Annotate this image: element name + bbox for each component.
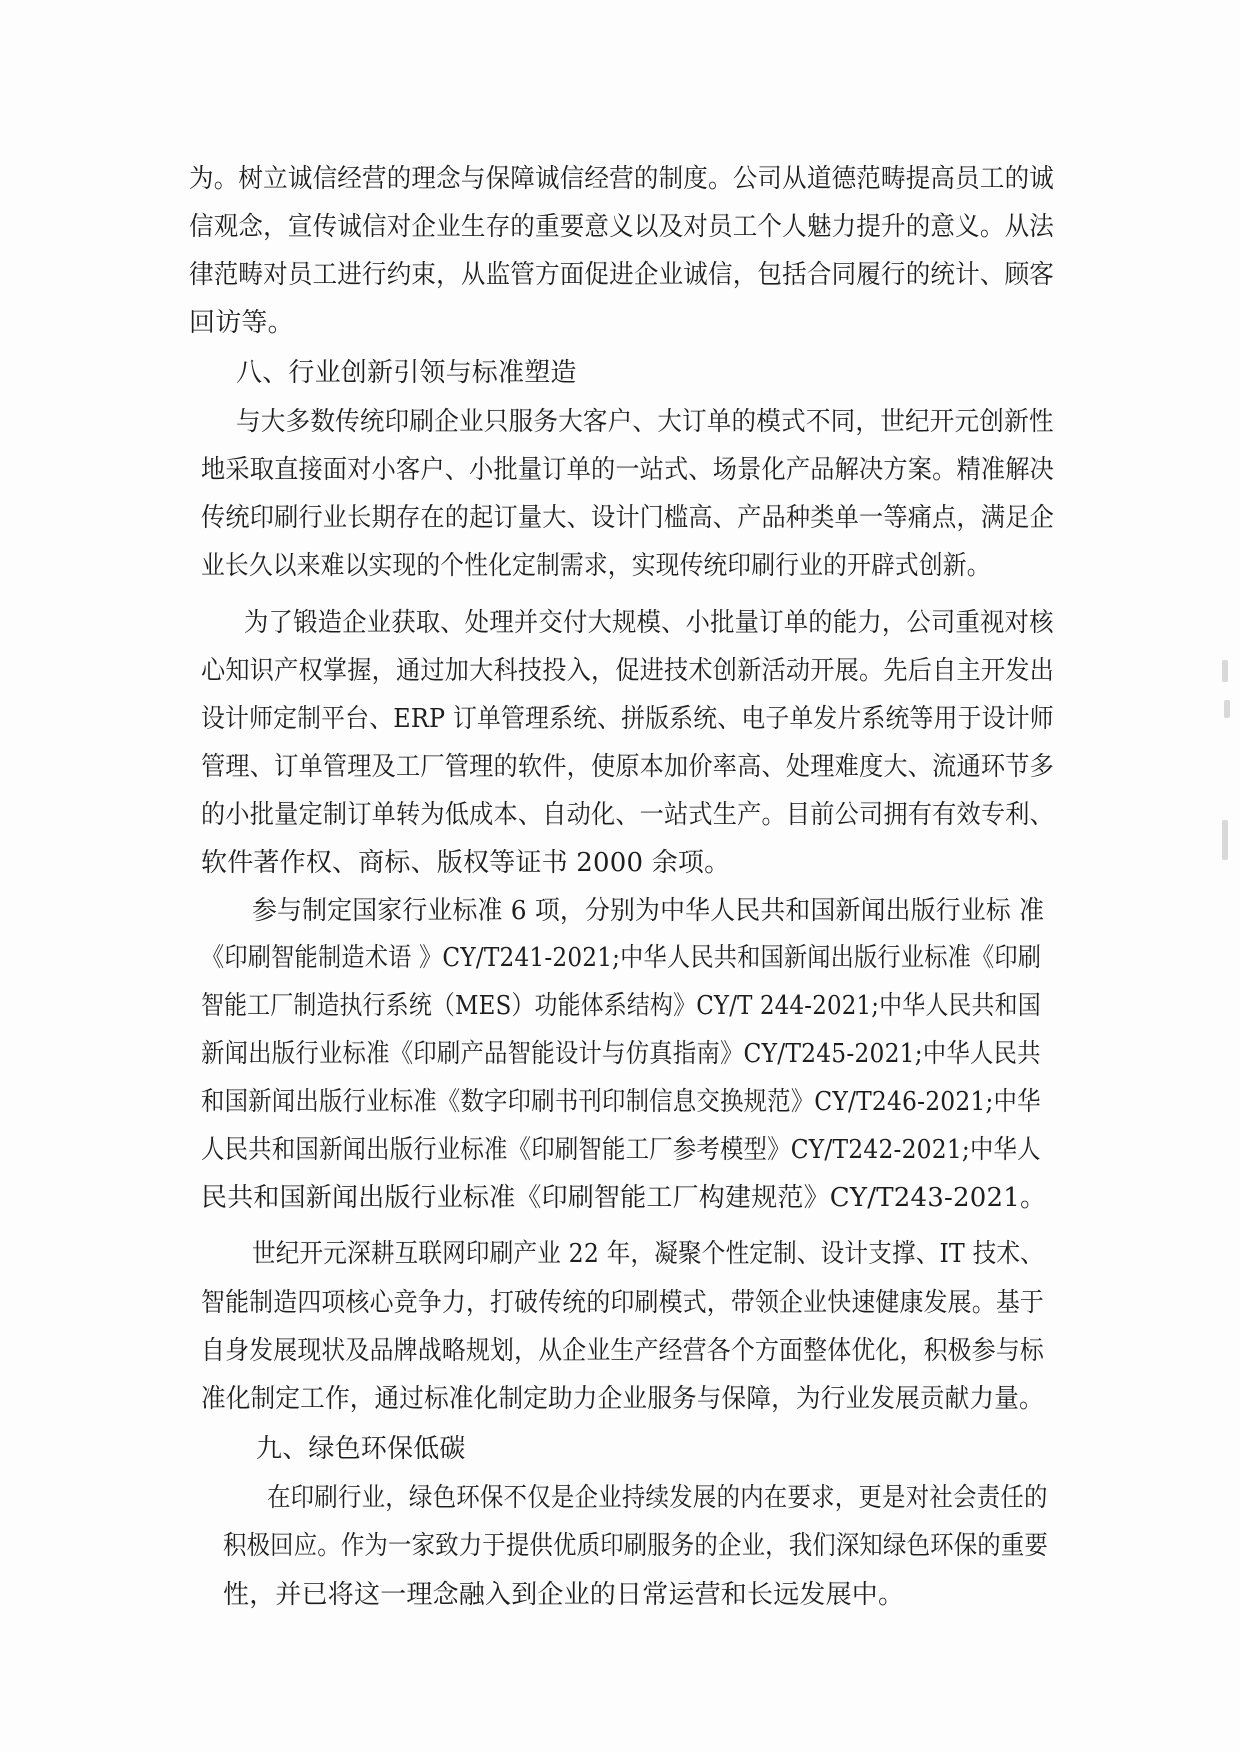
- text-line: 《印刷智能制造术语 》CY/T241-2021;中华人民共和国新闻出版行业标准《印刷: [201, 943, 1042, 973]
- text-line: 管理、订单管理及工厂管理的软件，使原本加价率高、处理难度大、流通环节多: [201, 752, 1055, 782]
- text-line: 回访等。: [189, 308, 294, 338]
- text-line: 信观念，宣传诚信对企业生存的重要意义以及对员工个人魅力提升的意义。从法: [189, 212, 1055, 242]
- text-line: 律范畴对员工进行约束，从监管方面促进企业诚信，包括合同履行的统计、顾客: [189, 260, 1055, 290]
- text-line: 智能制造四项核心竞争力，打破传统的印刷模式，带领企业快速健康发展。基于: [201, 1288, 1045, 1318]
- text-line: 智能工厂制造执行系统（MES）功能体系结构》CY/T 244-2021;中华人民共和国: [201, 991, 1041, 1021]
- text-line: 心知识产权掌握，通过加大科技投入，促进技术创新活动开展。先后自主开发出: [201, 656, 1055, 686]
- scan-edge-mark: [1222, 660, 1228, 682]
- text-line: 在印刷行业，绿色环保不仅是企业持续发展的内在要求，更是对社会责任的: [267, 1483, 1048, 1513]
- text-line: 自身发展现状及品牌战略规划，从企业生产经营各个方面整体优化，积极参与标: [201, 1336, 1045, 1366]
- text-line: 业长久以来难以实现的个性化定制需求，实现传统印刷行业的开辟式创新。: [201, 551, 991, 581]
- text-line: 民共和国新闻出版行业标准《印刷智能工厂构建规范》CY/T243-2021。: [201, 1183, 1047, 1213]
- text-line: 参与制定国家行业标准 6 项，分别为中华人民共和国新闻出版行业标 准: [252, 896, 1045, 926]
- text-line: 新闻出版行业标准《印刷产品智能设计与仿真指南》CY/T245-2021;中华人民共: [201, 1039, 1041, 1069]
- text-line: 为了锻造企业获取、处理并交付大规模、小批量订单的能力，公司重视对核: [244, 608, 1054, 638]
- section-heading: 九、绿色环保低碳: [256, 1434, 466, 1464]
- text-line: 为。树立诚信经营的理念与保障诚信经营的制度。公司从道德范畴提高员工的诚: [189, 164, 1055, 194]
- text-line: 准化制定工作，通过标准化制定助力企业服务与保障，为行业发展贡献力量。: [201, 1384, 1044, 1414]
- text-line: 传统印刷行业长期存在的起订量大、设计门槛高、产品种类单一等痛点，满足企: [201, 503, 1055, 533]
- text-line: 设计师定制平台、ERP 订单管理系统、拼版系统、电子单发片系统等用于设计师: [201, 704, 1054, 734]
- section-heading: 八、行业创新引领与标准塑造: [236, 358, 577, 388]
- text-line: 世纪开元深耕互联网印刷产业 22 年，凝聚个性定制、设计支撑、IT 技术、: [252, 1239, 1044, 1269]
- text-line: 的小批量定制订单转为低成本、自动化、一站式生产。目前公司拥有有效专利、: [201, 800, 1055, 830]
- text-line: 积极回应。作为一家致力于提供优质印刷服务的企业，我们深知绿色环保的重要: [223, 1531, 1049, 1561]
- text-line: 与大多数传统印刷企业只服务大客户、大订单的模式不同，世纪开元创新性: [236, 407, 1054, 437]
- text-line: 软件著作权、商标、版权等证书 2000 余项。: [201, 848, 731, 878]
- scan-edge-mark: [1224, 700, 1230, 718]
- scan-edge-mark: [1222, 820, 1228, 860]
- text-line: 人民共和国新闻出版行业标准《印刷智能工厂参考模型》CY/T242-2021;中华人: [201, 1135, 1041, 1165]
- text-line: 地采取直接面对小客户、小批量订单的一站式、场景化产品解决方案。精准解决: [201, 455, 1055, 485]
- text-line: 性，并已将这一理念融入到企业的日常运营和长远发展中。: [223, 1580, 905, 1610]
- text-line: 和国新闻出版行业标准《数字印刷书刊印制信息交换规范》CY/T246-2021;中华: [201, 1087, 1041, 1117]
